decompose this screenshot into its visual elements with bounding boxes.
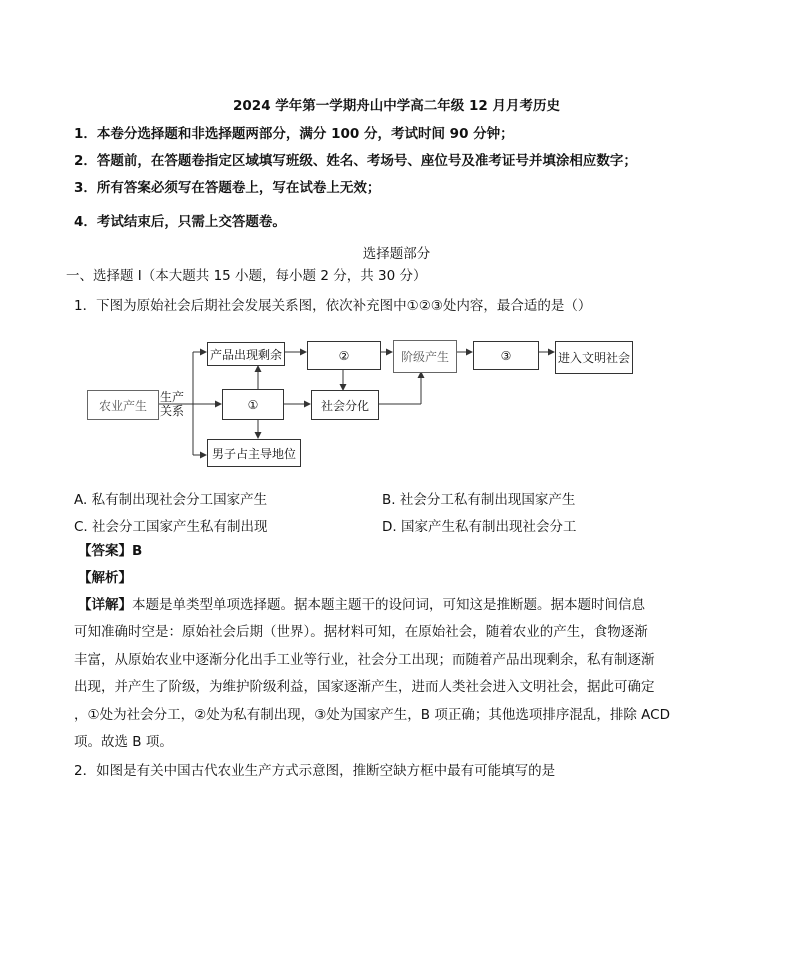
instruction-4: 4．考试结束后，只需上交答题卷。 (74, 214, 286, 230)
detail-label: 【详解】 (78, 597, 132, 613)
answer-value: B (132, 543, 143, 559)
box-class-emergence: 阶级产生 (393, 340, 457, 373)
instruction-2: 2．答题前，在答题卷指定区域填写班级、姓名、考场号、座位号及准考证号并填涂相应数字； (74, 153, 637, 169)
box-male-dominance: 男子占主导地位 (207, 439, 301, 467)
answer-label: 【答案】 (78, 543, 132, 559)
explanation-line-1: 【详解】本题是单类型单项选择题。据本题主题干的设问词，可知这是推断题。据本题时间信息 (78, 597, 645, 613)
option-b: B. 社会分工私有制出现国家产生 (382, 492, 576, 508)
explanation-line-6: 项。故选 B 项。 (74, 734, 173, 751)
option-d: D. 国家产生私有制出现社会分工 (382, 519, 577, 535)
box-agriculture: 农业产生 (87, 390, 159, 420)
explanation-line-2: 可知准确时空是：原始社会后期（世界）。据材料可知，在原始社会，随着农业的产生，食物逐渐 (74, 624, 648, 641)
question-2-stem: 2．如图是有关中国古代农业生产方式示意图，推断空缺方框中最有可能填写的是 (74, 763, 556, 779)
explanation-line-4: 出现，并产生了阶级，为维护阶级利益，国家逐渐产生，进而人类社会进入文明社会，据此可确定 (74, 679, 655, 696)
box-blank-1: ① (222, 389, 284, 420)
section-title: 选择题部分 (362, 246, 431, 262)
analysis-label: 【解析】 (78, 570, 132, 586)
explanation (74, 592, 684, 756)
question-1-stem: 1．下图为原始社会后期社会发展关系图，依次补充图中①②③处内容，最合适的是（） (74, 298, 592, 314)
part-title: 一、选择题 I（本大题共 15 小题，每小题 2 分，共 30 分） (66, 268, 427, 284)
label-production: 生产 (160, 390, 185, 404)
box-civilization: 进入文明社会 (555, 341, 633, 374)
relationship-diagram (80, 330, 650, 475)
explanation-line-5: ，①处为社会分工，②处为私有制出现，③处为国家产生，B 项正确；其他选项排序混乱，排除 ACD (74, 706, 670, 723)
option-a: A. 私有制出现社会分工国家产生 (74, 492, 268, 508)
exam-title: 2024 学年第一学期舟山中学高二年级 12 月月考历史 (233, 98, 560, 114)
box-surplus: 产品出现剩余 (207, 342, 285, 366)
explanation-line-3: 丰富，从原始农业中逐渐分化出手工业等行业，社会分工出现；而随着产品出现剩余，私有制逐渐 (74, 651, 655, 668)
box-blank-3: ③ (473, 341, 539, 370)
option-c: C. 社会分工国家产生私有制出现 (74, 519, 268, 535)
box-social-differentiation: 社会分化 (311, 390, 379, 420)
label-relation: 关系 (160, 404, 185, 418)
answer-line (78, 542, 142, 560)
instruction-1: 1．本卷分选择题和非选择题两部分，满分 100 分，考试时间 90 分钟； (74, 126, 514, 142)
box-blank-2: ② (307, 341, 381, 370)
instruction-3: 3．所有答案必须写在答题卷上，写在试卷上无效； (74, 180, 381, 196)
